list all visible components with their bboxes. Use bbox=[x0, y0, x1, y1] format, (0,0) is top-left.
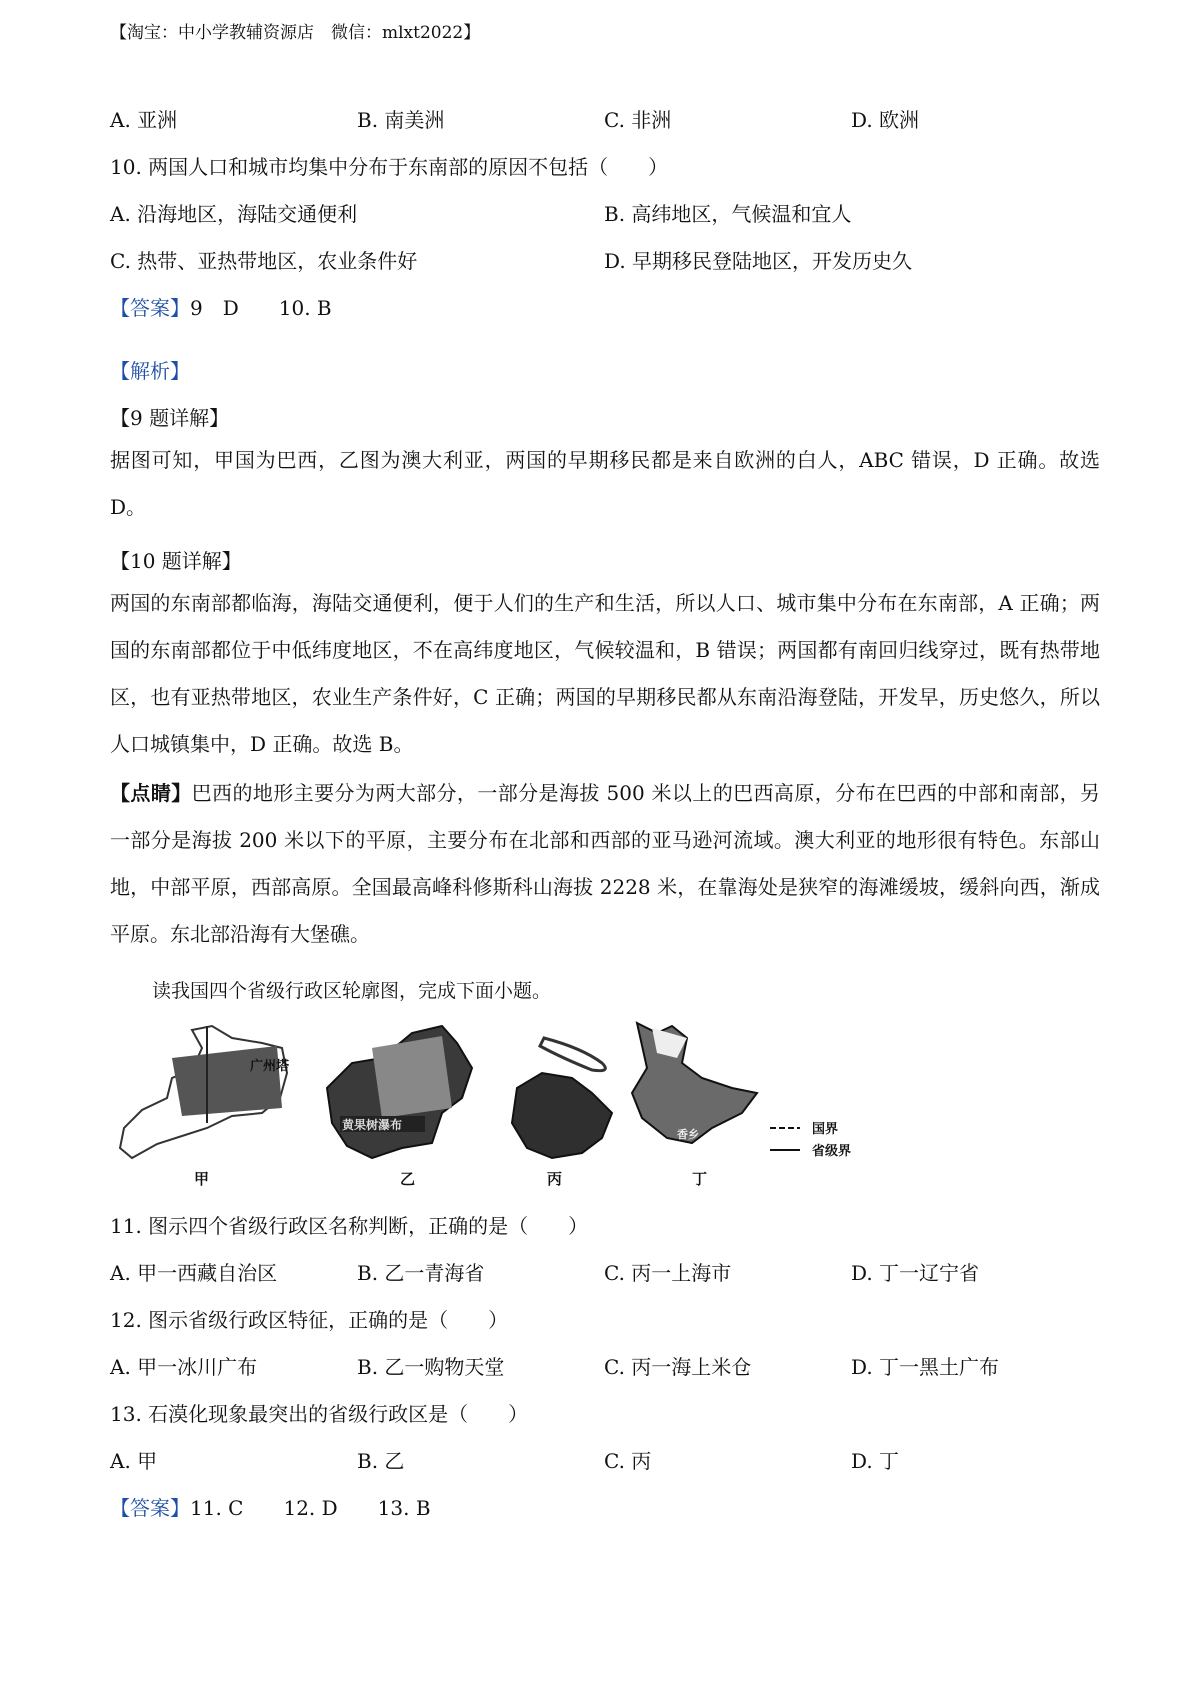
map-bing bbox=[512, 1038, 612, 1188]
q12-option-a: A. 甲一冰川广布 bbox=[110, 1355, 258, 1379]
q13-options bbox=[110, 1445, 1110, 1474]
map-text-xiangxiang: 香乡 bbox=[677, 1128, 699, 1141]
q10-option-c: C. 热带、亚热带地区，农业条件好 bbox=[110, 249, 418, 273]
q9-detail-text: 据图可知，甲国为巴西，乙图为澳大利亚，两国的早期移民都是来自欧洲的白人，ABC 错误，D 正确。故选 D。 bbox=[110, 448, 1100, 519]
q10-detail-text: 两国的东南部都临海，海陆交通便利，便于人们的生产和生活，所以人口、城市集中分布在东南部，A 正确；两国的东南部都位于中低纬度地区，不在高纬度地区，气候较温和，B 错误；两国都有南回归线穿过，既有热带地区，也有亚热带地区，农业生产条件好，C 正确；两国的早期移民都从东南沿海登陆，开发早，历史悠久，所以人口城镇集中，D 正确。故选 B。 bbox=[110, 591, 1100, 756]
q9-option-c: C. 非洲 bbox=[604, 108, 672, 132]
q11-option-b: B. 乙一青海省 bbox=[357, 1261, 485, 1285]
tip-paragraph bbox=[110, 770, 1100, 958]
q10-options-row1 bbox=[110, 198, 1110, 227]
answer-text: 9 D 10. B bbox=[190, 296, 332, 320]
q9-option-d: D. 欧洲 bbox=[851, 108, 920, 132]
map-label-bing: 丙 bbox=[547, 1170, 563, 1188]
q13-option-a: A. 甲 bbox=[110, 1449, 158, 1473]
map-legend bbox=[770, 1121, 851, 1159]
q12-options bbox=[110, 1351, 1110, 1380]
q11-option-d: D. 丁一辽宁省 bbox=[851, 1261, 980, 1285]
q10-detail-label: 【10 题详解】 bbox=[110, 549, 242, 573]
tip-text: 巴西的地形主要分为两大部分，一部分是海拔 500 米以上的巴西高原，分布在巴西的中部和南部，另一部分是海拔 200 米以下的平原，主要分布在北部和西部的亚马逊河流域。澳大利亚的地形很有特色。东部山地，中部平原，西部高原。全国最高峰科修斯科山海拔 2228 米，在靠海处是狭窄的海滩缓坡，缓斜向西，渐成平原。东北部沿海有大堡礁。 bbox=[110, 781, 1101, 946]
q9-option-a: A. 亚洲 bbox=[110, 108, 178, 132]
legend-provincial-border: 省级界 bbox=[812, 1144, 852, 1159]
answer-label-2: 【答案】 bbox=[110, 1496, 190, 1520]
q9-detail-label: 【9 题详解】 bbox=[110, 406, 230, 430]
q10-options-row2 bbox=[110, 245, 1110, 274]
answer-block-2 bbox=[110, 1492, 431, 1521]
legend-national-border: 国界 bbox=[812, 1122, 839, 1137]
intro-text: 读我国四个省级行政区轮廓图，完成下面小题。 bbox=[152, 980, 552, 1002]
map-ding bbox=[632, 1023, 757, 1188]
map-text-huangguoshu: 黄果树瀑布 bbox=[342, 1118, 403, 1132]
map-label-jia: 甲 bbox=[194, 1170, 210, 1188]
map-jia bbox=[120, 1026, 290, 1188]
page-header: 【淘宝：中小学教辅资源店 微信：mlxt2022】 bbox=[110, 23, 481, 43]
answer-text-2: 11. C 12. D 13. B bbox=[190, 1496, 431, 1520]
province-outline-maps bbox=[112, 1018, 952, 1190]
q10-option-d: D. 早期移民登陆地区，开发历史久 bbox=[604, 249, 913, 273]
q9-options bbox=[110, 104, 1110, 133]
q12-option-b: B. 乙一购物天堂 bbox=[357, 1355, 505, 1379]
answer-label: 【答案】 bbox=[110, 296, 190, 320]
q11-stem: 11. 图示四个省级行政区名称判断，正确的是（ ） bbox=[110, 1214, 589, 1238]
map-text-canton-tower: 广州塔 bbox=[250, 1059, 290, 1074]
map-label-ding: 丁 bbox=[692, 1170, 708, 1188]
q13-stem: 13. 石漠化现象最突出的省级行政区是（ ） bbox=[110, 1402, 529, 1426]
tip-label: 【点睛】 bbox=[110, 781, 192, 805]
q10-stem: 10. 两国人口和城市均集中分布于东南部的原因不包括（ ） bbox=[110, 155, 669, 179]
q12-stem: 12. 图示省级行政区特征，正确的是（ ） bbox=[110, 1308, 509, 1332]
analysis-label: 【解析】 bbox=[110, 359, 190, 383]
answer-block-1 bbox=[110, 292, 332, 321]
map-yi bbox=[327, 1026, 472, 1188]
q11-option-c: C. 丙一上海市 bbox=[604, 1261, 732, 1285]
q13-option-b: B. 乙 bbox=[357, 1449, 405, 1473]
q10-option-a: A. 沿海地区，海陆交通便利 bbox=[110, 202, 358, 226]
q10-option-b: B. 高纬地区，气候温和宜人 bbox=[604, 202, 852, 226]
q12-option-d: D. 丁一黑土广布 bbox=[851, 1355, 1000, 1379]
map-label-yi: 乙 bbox=[400, 1170, 416, 1188]
q11-option-a: A. 甲一西藏自治区 bbox=[110, 1261, 278, 1285]
q9-option-b: B. 南美洲 bbox=[357, 108, 445, 132]
q13-option-d: D. 丁 bbox=[851, 1449, 900, 1473]
q12-option-c: C. 丙一海上米仓 bbox=[604, 1355, 752, 1379]
q13-option-c: C. 丙 bbox=[604, 1449, 652, 1473]
q11-options bbox=[110, 1257, 1110, 1286]
